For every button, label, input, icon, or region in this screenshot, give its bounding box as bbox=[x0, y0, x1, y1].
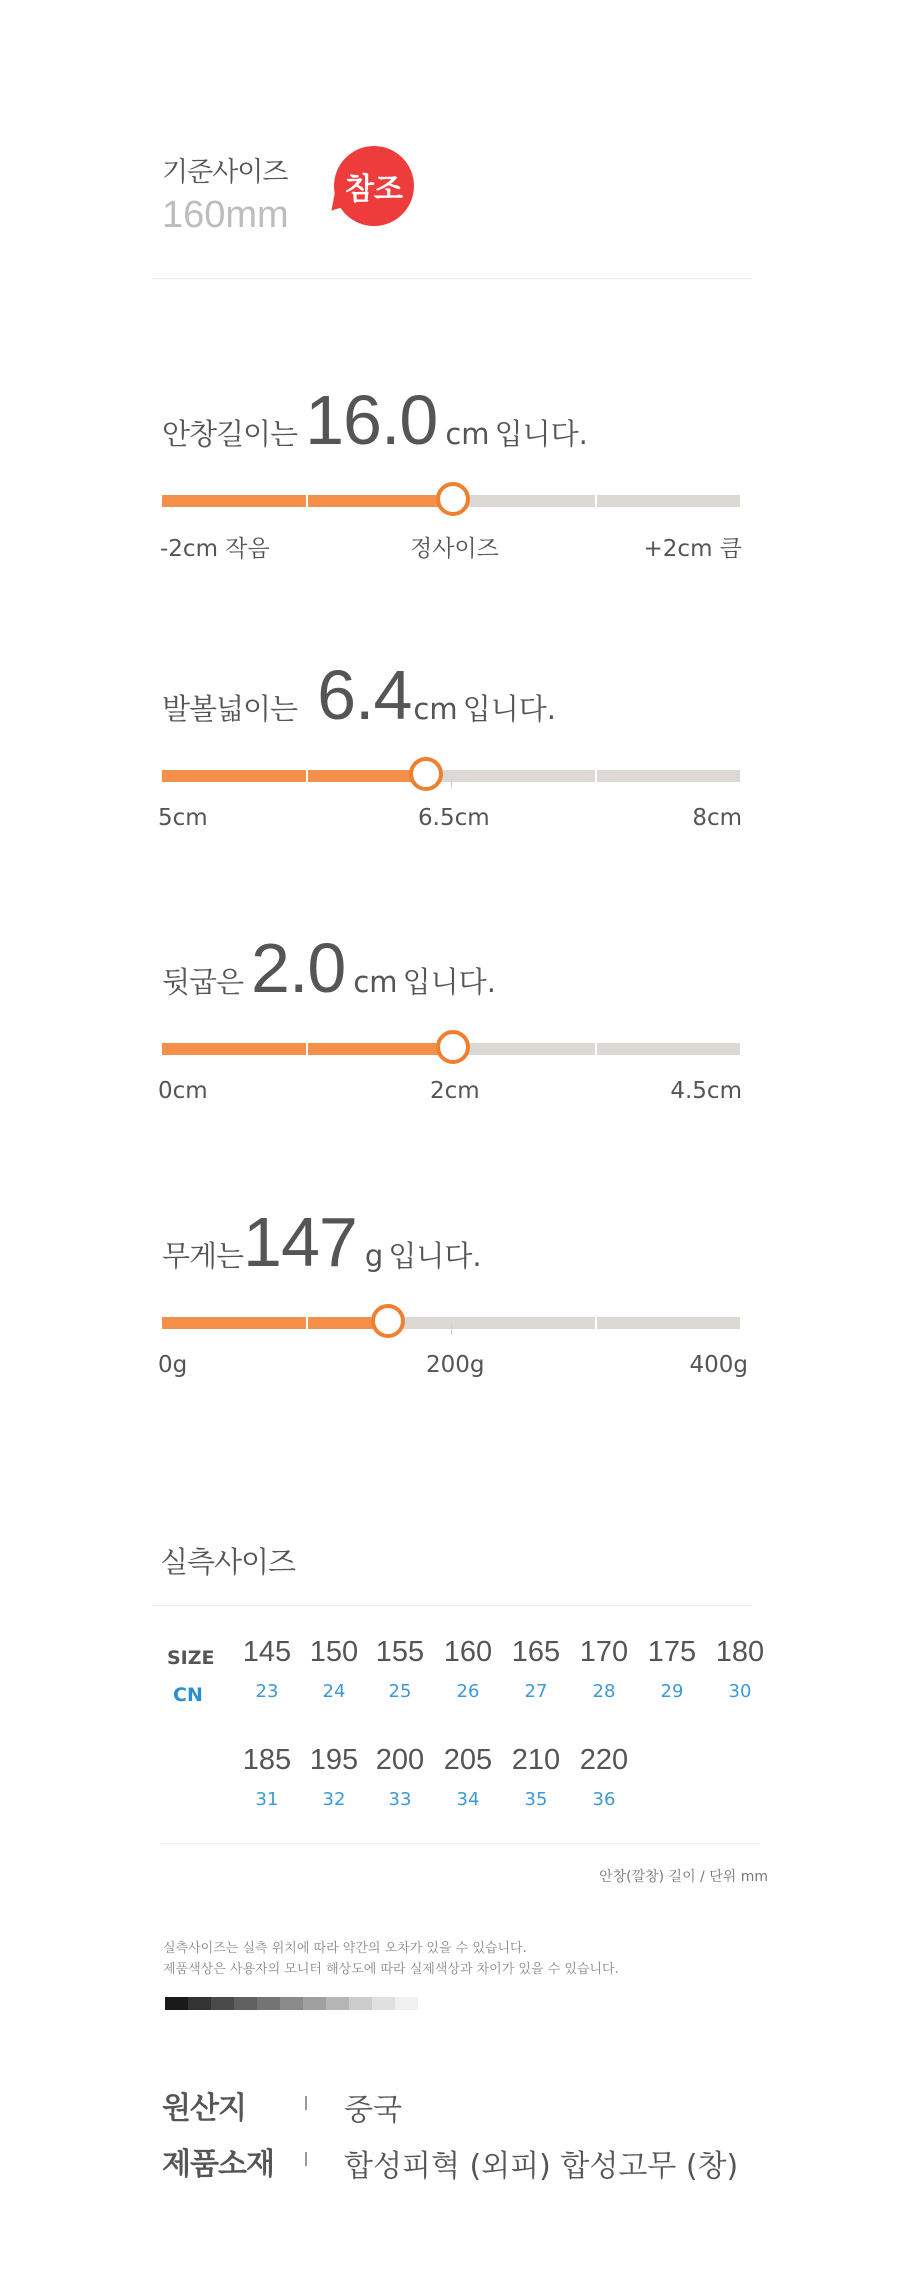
track-divider bbox=[595, 1043, 597, 1055]
cn-size-value: 34 bbox=[456, 1789, 480, 1810]
size-value: 170 bbox=[579, 1636, 629, 1668]
metric-suffix: 입니다. bbox=[494, 417, 588, 451]
size-table-title: 실측사이즈 bbox=[160, 1545, 296, 1579]
metric-unit: cm bbox=[353, 965, 398, 999]
scale-mid-label: 2cm bbox=[430, 1078, 480, 1104]
cn-size-value: 23 bbox=[255, 1681, 279, 1702]
color-swatch bbox=[326, 1997, 349, 2010]
metric-foot-width bbox=[158, 645, 762, 845]
material-value: 합성피혁 (외피) 합성고무 (창) bbox=[344, 2149, 739, 2184]
reference-size-title: 기준사이즈 bbox=[162, 157, 288, 188]
color-swatch bbox=[211, 1997, 234, 2010]
level-track bbox=[162, 495, 740, 507]
metric-value: 6.4 bbox=[317, 656, 412, 734]
metric-sentence bbox=[162, 928, 496, 1008]
metric-unit: cm bbox=[445, 417, 490, 451]
size-value: 200 bbox=[375, 1744, 425, 1776]
cn-size-value: 31 bbox=[255, 1789, 279, 1810]
size-value: 150 bbox=[309, 1636, 359, 1668]
scale-max-label: 8cm bbox=[692, 805, 742, 831]
cn-size-value: 35 bbox=[524, 1789, 548, 1810]
color-swatch bbox=[188, 1997, 211, 2010]
track-tick bbox=[451, 776, 452, 788]
color-swatch bbox=[280, 1997, 303, 2010]
scale-mid-label: 정사이즈 bbox=[410, 536, 499, 562]
size-value: 165 bbox=[511, 1636, 561, 1668]
size-value: 195 bbox=[309, 1744, 359, 1776]
size-unit-note: 안창(깔창) 길이 / 단위 mm bbox=[599, 1869, 768, 1885]
cn-size-value: 29 bbox=[660, 1681, 684, 1702]
metric-suffix: 입니다. bbox=[402, 965, 496, 999]
level-knob[interactable] bbox=[371, 1304, 405, 1338]
size-value: 210 bbox=[511, 1744, 561, 1776]
cn-size-value: 32 bbox=[322, 1789, 346, 1810]
metric-sentence bbox=[162, 655, 556, 735]
track-divider bbox=[595, 1317, 597, 1329]
size-value: 220 bbox=[579, 1744, 629, 1776]
level-track bbox=[162, 1043, 740, 1055]
size-row-2 bbox=[0, 1744, 900, 1824]
size-row-1 bbox=[0, 1636, 900, 1716]
track-divider bbox=[306, 1043, 308, 1055]
level-knob[interactable] bbox=[436, 482, 470, 516]
metric-unit: cm bbox=[413, 692, 458, 726]
cn-key-label: CN bbox=[173, 1684, 203, 1706]
level-track bbox=[162, 770, 740, 782]
size-value: 160 bbox=[443, 1636, 493, 1668]
reference-size-value: 160mm bbox=[162, 194, 289, 236]
material-label: 제품소재 bbox=[162, 2147, 274, 2182]
color-swatch bbox=[165, 1997, 188, 2010]
metric-value: 147 bbox=[243, 1203, 357, 1281]
metric-suffix: 입니다. bbox=[462, 692, 556, 726]
metric-weight bbox=[158, 1192, 762, 1392]
color-swatch bbox=[303, 1997, 326, 2010]
metric-value: 16.0 bbox=[305, 381, 438, 459]
grayscale-swatch-bar bbox=[165, 1997, 418, 2010]
cn-size-value: 28 bbox=[592, 1681, 616, 1702]
origin-separator bbox=[305, 2096, 307, 2110]
cn-size-value: 26 bbox=[456, 1681, 480, 1702]
scale-min-label: 0g bbox=[158, 1352, 188, 1378]
color-swatch bbox=[234, 1997, 257, 2010]
size-value: 180 bbox=[715, 1636, 765, 1668]
level-fill bbox=[162, 770, 424, 782]
size-value: 175 bbox=[647, 1636, 697, 1668]
level-fill bbox=[162, 1317, 386, 1329]
track-divider bbox=[595, 770, 597, 782]
cn-size-value: 30 bbox=[728, 1681, 752, 1702]
cn-size-value: 25 bbox=[388, 1681, 412, 1702]
scale-min-label: -2cm 작음 bbox=[160, 536, 270, 562]
track-divider bbox=[306, 770, 308, 782]
size-key-label: SIZE bbox=[167, 1647, 215, 1669]
cn-size-value: 36 bbox=[592, 1789, 616, 1810]
header-divider bbox=[152, 278, 752, 279]
size-value: 205 bbox=[443, 1744, 493, 1776]
scale-max-label: 400g bbox=[689, 1352, 748, 1378]
metric-sentence bbox=[162, 1202, 482, 1282]
color-swatch bbox=[395, 1997, 418, 2010]
origin-label: 원산지 bbox=[162, 2091, 246, 2126]
track-divider bbox=[595, 495, 597, 507]
metric-suffix: 입니다. bbox=[388, 1239, 482, 1273]
cn-size-value: 24 bbox=[322, 1681, 346, 1702]
scale-mid-label: 200g bbox=[426, 1352, 485, 1378]
material-separator bbox=[305, 2152, 307, 2166]
color-swatch bbox=[349, 1997, 372, 2010]
cn-size-value: 33 bbox=[388, 1789, 412, 1810]
metric-insole-length bbox=[162, 370, 762, 570]
scale-mid-label: 6.5cm bbox=[418, 805, 490, 831]
metric-unit: g bbox=[364, 1239, 384, 1273]
metric-prefix: 뒷굽은 bbox=[162, 965, 244, 999]
disclaimer-color: 제품색상은 사용자의 모니터 해상도에 따라 실제색상과 차이가 있을 수 있습니다. bbox=[163, 1962, 619, 1977]
level-knob[interactable] bbox=[436, 1030, 470, 1064]
scale-min-label: 5cm bbox=[158, 805, 208, 831]
metric-sentence bbox=[162, 380, 588, 460]
size-table-divider-top bbox=[152, 1605, 752, 1606]
origin-value: 중국 bbox=[344, 2093, 402, 2128]
scale-max-label: 4.5cm bbox=[670, 1078, 742, 1104]
scale-max-label: +2cm 큼 bbox=[643, 536, 742, 562]
track-tick bbox=[451, 1323, 452, 1335]
size-value: 145 bbox=[242, 1636, 292, 1668]
size-value: 155 bbox=[375, 1636, 425, 1668]
cn-size-value: 27 bbox=[524, 1681, 548, 1702]
track-divider bbox=[306, 495, 308, 507]
size-table-divider-bottom bbox=[160, 1843, 760, 1844]
color-swatch bbox=[372, 1997, 395, 2010]
metric-heel-height bbox=[158, 918, 762, 1118]
metric-prefix: 무게는 bbox=[162, 1239, 244, 1273]
size-value: 185 bbox=[242, 1744, 292, 1776]
reference-badge: 참조 bbox=[334, 146, 414, 226]
track-divider bbox=[306, 1317, 308, 1329]
level-knob[interactable] bbox=[409, 757, 443, 791]
level-track bbox=[162, 1317, 740, 1329]
metric-prefix: 안창길이는 bbox=[162, 417, 298, 451]
disclaimer-measurement: 실측사이즈는 실측 위치에 따라 약간의 오차가 있을 수 있습니다. bbox=[163, 1941, 527, 1956]
metric-value: 2.0 bbox=[251, 929, 346, 1007]
metric-prefix: 발볼넓이는 bbox=[162, 692, 298, 726]
color-swatch bbox=[257, 1997, 280, 2010]
scale-min-label: 0cm bbox=[158, 1078, 208, 1104]
